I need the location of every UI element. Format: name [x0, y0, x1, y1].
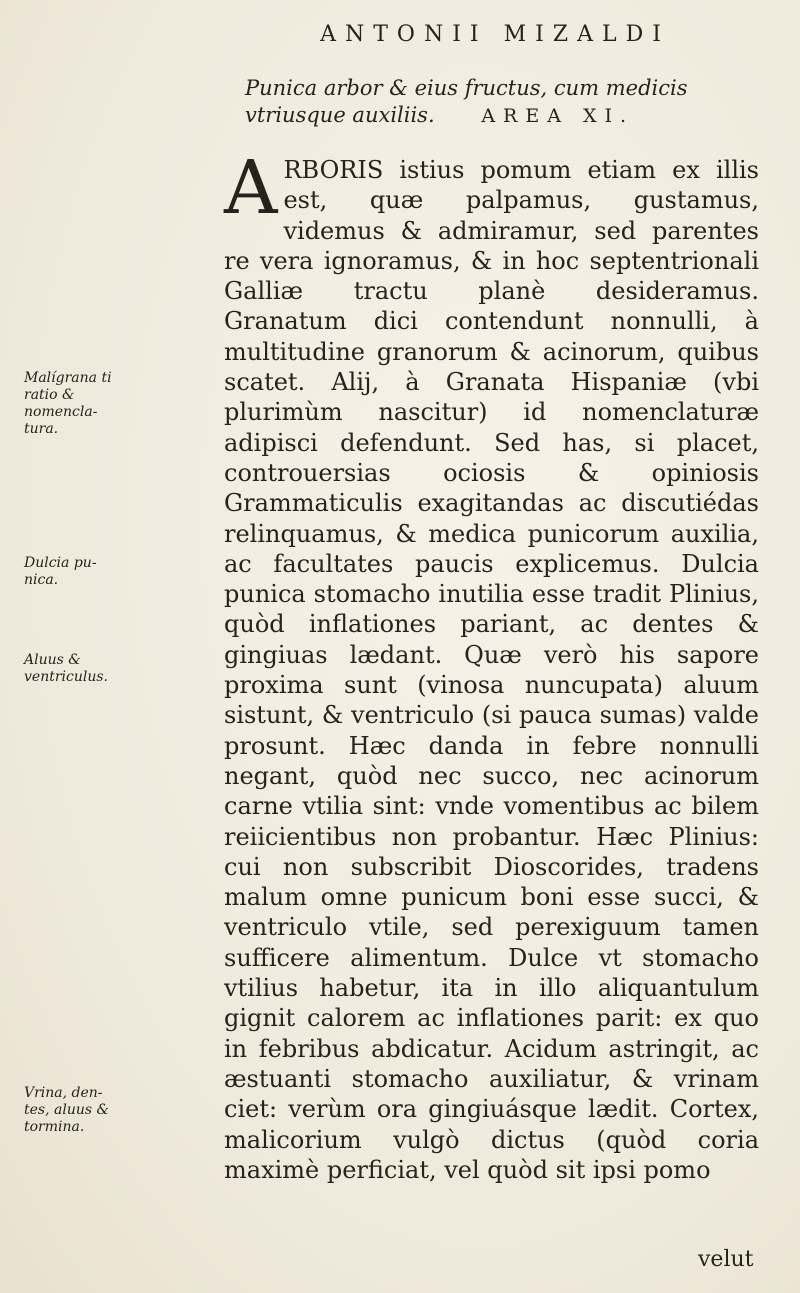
catchword: velut [698, 1247, 754, 1272]
chapter-title-text: Punica arbor & eius fructus, cum medicis vtriusque auxiliis. [245, 76, 688, 127]
running-head: ANTONII MIZALDI [320, 22, 670, 47]
margin-note-2: Dulcia pu-nica. [24, 555, 97, 588]
area-label: AREA XI. [481, 105, 635, 127]
chapter-title [245, 75, 715, 130]
margin-note-3: Aluus & ventriculus. [24, 652, 108, 685]
body-text: RBORIS istius pomum etiam ex illis est, quæ palpamus, gustamus, videmus & admiramur, sed parentes re vera ignoramus, & in hoc septentrionali Galliæ tractu planè desideramus. Granatum dici contendunt nonnulli, à multitudine granorum & acinorum, quibus scatet. Alij, à Granata Hispaniæ (vbi plurimùm nascitur) id nomenclaturæ adipisci defendunt. Sed has, si placet, controuersias ociosis & opiniosis Grammaticulis exagitandas ac discutiédas relinquamus, & medica punicorum auxilia, ac facultates paucis explicemus. Dulcia punica stomacho inutilia esse tradit Plinius, quòd inflationes pariant, ac dentes & gingiuas lædant. Quæ verò his sapore proxima sunt (vinosa nuncupata) aluum sistunt, & ventriculo (si pauca sumas) valde prosunt. Hæc danda in febre nonnulli negant, quòd nec succo, nec acinorum carne vtilia sint: vnde vomentibus ac bilem reiicientibus non probantur. Hæc Plinius: cui non subscribit Dioscorides, tradens malum omne punicum boni esse succi, & ventriculo vtile, sed perexiguum tamen sufficere alimentum. Dulce vt stomacho vtilius habetur, ita in illo aliquantulum gignit calorem ac inflationes parit: ex quo in febribus abdicatur. Acidum astringit, ac æstuanti stomacho auxiliatur, & vrinam ciet: verùm ora gingiuásque lædit. Cortex, malicorium vulgò dictus (quòd coria maximè perficiat, vel quòd sit ipsi pomo [224, 156, 759, 1184]
margin-note-4: Vrina, den-tes, aluus & tormina. [24, 1085, 109, 1135]
margin-note-1: Malígrana ti ratio & nomencla-tura. [24, 370, 112, 437]
body-text-block [224, 145, 759, 1185]
drop-cap: A [224, 145, 278, 231]
